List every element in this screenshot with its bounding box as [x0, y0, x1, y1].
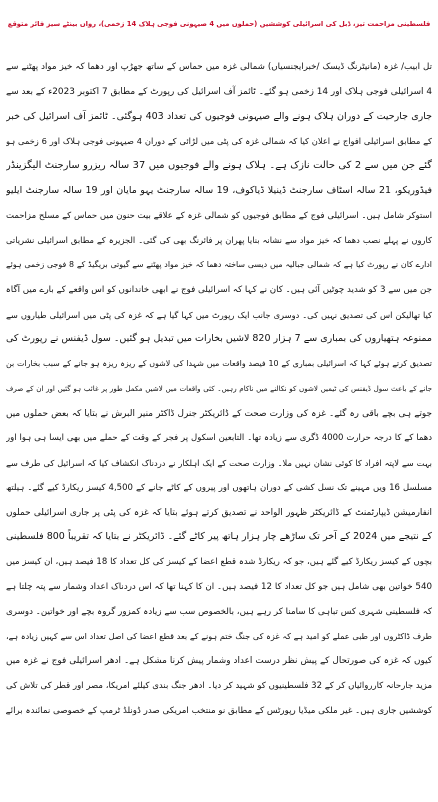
- article-line: 540 خواتین بھی شامل ہیں جو کل تعداد کا 12 فیصد ہیں۔ ان کا کہنا تھا کہ اس دردناک اعداد وشمار سے پتہ چلتا ہے: [6, 581, 432, 592]
- article-line: [6, 748, 432, 773]
- article-line: فیڈوریکو، 21 سالہ اسٹاف سارجنٹ ڈینیلا ڈیاکوف، 19 سالہ سارجنٹ یہو مایان اور 19 سالہ سارجنٹ ایلیو: [6, 184, 432, 196]
- article-line: کاروں نے پہلے نصب دھما کہ خیز مواد سے نشانہ بنایا پھران پر فائرنگ بھی کی گئی۔ الجزیرہ کے مطابق اسرائیلی نشریاتی: [6, 235, 432, 246]
- article-line: کوششیں جاری ہیں۔ غیر ملکی میڈیا رپورٹس کے مطابق نو منتخب امریکی صدر ڈونلڈ ٹرمپ کے خصوصی نمائندہ برائے: [6, 705, 432, 716]
- article-line: مسلسل 16 ویں مہینے تک نسل کشی کے دوران ہاتھوں اور پیروں کے کاٹے جانے کے 4,500 کیسز ریکارڈ کیے گئے۔ ہیلتھ: [6, 482, 432, 493]
- article-line: جوتے ہی بچے باقی رہ گئے۔ غزہ کی وزارت صحت کے ڈائریکٹر جنرل ڈاکٹر منیر البرش نے بتایا کہ بعض حملوں میں: [6, 408, 432, 419]
- article-line: ادارے کان نے رپورٹ کیا ہے کہ شمالی جبالیہ میں دیسی ساختہ دھما کہ خیز مواد پھٹنے سے گیوتی بریگیڈ کے 8 فوجی زخمی ہوئے: [6, 260, 432, 269]
- article-body: [6, 55, 432, 797]
- headline-container: [4, 3, 434, 45]
- article-line: کے نتیجے میں 2024 کے آخر تک ساڑھے چار ہزار ہاتھ پیر کاٹے گئے۔ ڈائریکٹر نے بتایا کہ تقریباً 800 فلسطینی: [6, 531, 432, 543]
- article-line: کیوں کہ غزہ کی صورتحال کے پیش نظر درست اعداد وشمار پیش کرنا مشکل ہے۔ ادھر اسرائیلی فوج نے غزہ میں: [6, 656, 432, 666]
- article-line: تل ابیب/ غزہ (مانیٹرنگ ڈیسک /خبرایجنسیاں) شمالی غزہ میں حماس کے ساتھ جھڑپ اور دھما کہ خیز مواد پھٹنے سے: [6, 62, 432, 72]
- article-line: مزید جارحانہ کارروائیاں کر کے 32 فلسطینیوں کو شہید کر دیا۔ ادھر جنگ بندی کیلئے امریکا، مصر اور قطر کی تلاش کی: [6, 680, 432, 691]
- article-line: بچوں کے کیسز ریکارڈ کیے گئے ہیں، جو کہ ریکارڈ شدہ قطع اعضا کے کیسز کی کل تعداد کا 18 فیصد ہیں، ان کیسز میں: [6, 557, 432, 567]
- article-line: استوکر شامل ہیں۔ اسرائیلی فوج کے مطابق فوجیوں کو شمالی غزہ کے علاقے بیت حنون میں حماس کے مسلح مزاحمت: [6, 210, 432, 221]
- article-line: جانے کے باعث سول ڈیفنس کی ٹیمیں لاشوں کو نکالنے میں ناکام رہیں۔ کئی واقعات میں لاشیں مکمل طور پر غائب ہو گئیں اور ان کے صرف: [6, 383, 432, 393]
- article-line: طرف ڈاکٹروں اور طبی عملے کو امید ہے کہ غزہ کی جنگ ختم ہونے کے بعد قطع اعضا کی اصل تعداد اس سے کہیں زیادہ ہے،: [6, 631, 432, 642]
- article-line: [6, 723, 432, 748]
- article-line: کہ فلسطینی شہری کس تباہی کا سامنا کر رہے ہیں، بالخصوص سب سے زیادہ کمزور گروہ بچے اور خواتین۔ دوسری: [6, 606, 432, 617]
- article-headline: فلسطینی مزاحمت تیز، ڈبل کی اسرائیلی کوششیں (حملوں میں 4 صیہونی فوجی ہلاک 14 زخمی)، رواں بینٹے سیز فائر متوقع: [7, 20, 431, 28]
- article-line: تصدیق کرتے ہوئے کہا کہ اسرائیلی بمباری کے 10 فیصد واقعات میں شہدا کی لاشوں کے ریزہ ریزہ ہو جانے کے سبب بخارات بن: [6, 359, 432, 368]
- article-line: دھما کے کا درجہ حرارت 4000 ڈگری سے زیادہ تھا۔ التابعین اسکول پر فجر کے وقت کے حملے میں بھی ایسا ہی ہوا اور: [6, 433, 432, 444]
- article-line: جاری جارحیت کے دوران ہلاک ہونے والے صیہونی فوجیوں کی تعداد 403 ہوگئی۔ ٹائمز آف اسرائیل کی خبر: [6, 110, 432, 122]
- article-line: 4 اسرائیلی فوجی ہلاک اور 14 زخمی ہو گئے۔ ٹائمز آف اسرائیل کی رپورٹ کے مطابق 7 اکتوبر 2023ء کے بعد سے: [6, 86, 432, 97]
- article-line: ممنوعہ ہتھیاروں کی بمباری سے 7 ہزار 820 لاشیں بخارات میں تبدیل ہو گئیں۔ سول ڈیفنس نے رپورٹ کی: [6, 333, 432, 345]
- article-line: گئے جن میں سے 2 کی حالت نازک ہے۔ ہلاک ہونے والے فوجیوں میں 37 سالہ ریزرو سارجنٹ الیگزینڈر: [6, 160, 432, 171]
- article-line: کے مطابق اسرائیلی افواج نے اعلان کیا کہ شمالی غزہ کی پٹی میں لڑائی کے دوران 4 صیہونی فوجی ہلاک اور 6 زخمی ہو: [6, 136, 432, 147]
- article-line: بہت سے لاپتہ افراد کا کوئی نشان نہیں ملا۔ وزارت صحت کے ایک اہلکار نے دردناک انکشاف کیا کہ اسرائیل کی طرف سے: [6, 458, 432, 468]
- article-line: کیا تھالیکن اس کی تصدیق نہیں کی۔ دوسری جانب ایک رپورٹ میں کہا گیا ہے کہ غزہ کی پٹی میں اسرائیلی طیاروں سے: [6, 309, 432, 320]
- article-line: انفارمیشن ڈیپارٹمنٹ کے ڈائریکٹر ظہور الواحد نے تصدیق کرتے ہوئے بتایا کہ غزہ کی پٹی پر جاری اسرائیلی حملوں: [6, 507, 432, 518]
- article-line: جن میں سے 3 کو شدید چوٹیں آئی ہیں۔ کان نے کہا کہ اسرائیلی فوج نے ابھی خاندانوں کو اس واقعے کے بارے میں آگاہ: [6, 284, 432, 295]
